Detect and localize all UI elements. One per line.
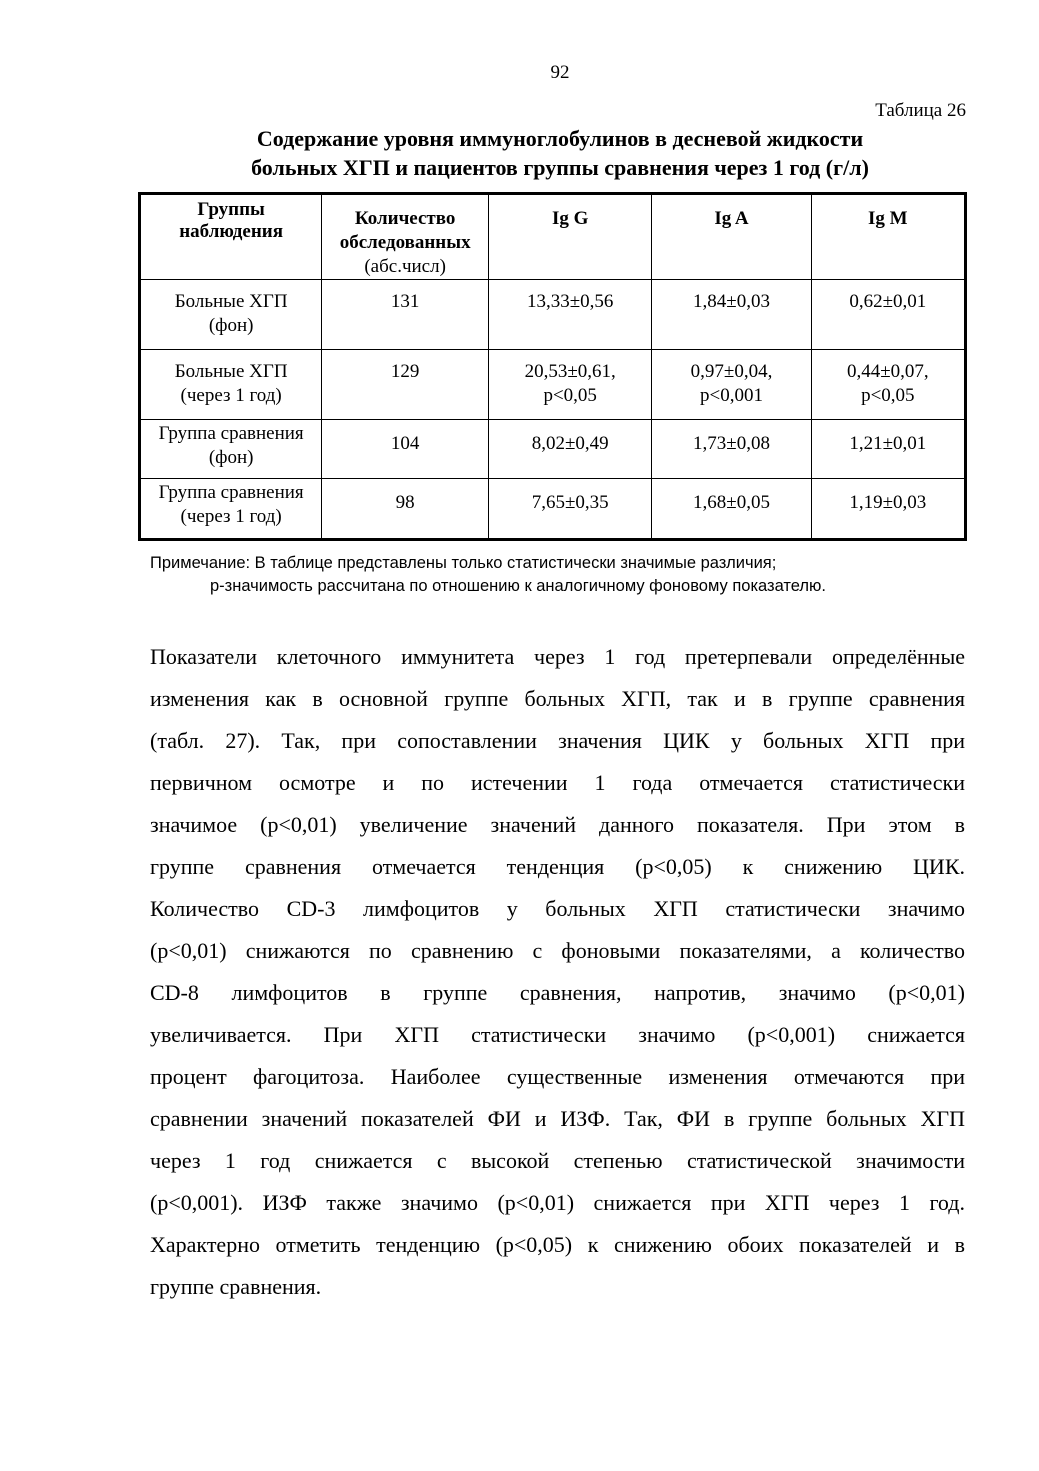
cell-line: 0,62±0,01 [849,291,927,312]
cell-count: 98 [322,479,489,540]
cell-line: (фон) [208,447,254,468]
header-group-line: наблюдения [179,221,284,242]
cell-group [140,479,322,540]
header-count-unit: (абс.числ) [364,256,446,277]
cell-line: 1,84±0,03 [693,291,770,312]
header-count-line: Количество [354,208,456,229]
body-line: (табл. 27). Так, при сопоставлении значения ЦИК у больных ХГП при [150,728,965,753]
body-line: CD-8 лимфоцитов в группе сравнения, напротив, значимо (p<0,01) [150,980,965,1005]
body-line: значимое (p<0,01) увеличение значений данного показателя. При этом в [150,812,965,837]
table-row [140,280,966,350]
table-title-line-1: Содержание уровня иммуноглобулинов в десневой жидкости [256,126,864,151]
cell-line: (фон) [208,315,254,336]
header-iga-label: Ig A [714,208,749,229]
cell-iga [652,479,811,540]
body-line: изменения как в основной группе больных ХГП, так и в группе сравнения [150,686,965,711]
cell-iga [652,350,811,420]
cell-line: Группа сравнения [158,423,304,444]
cell-igg [489,479,652,540]
cell-iga [652,420,811,479]
cell-line: 1,73±0,08 [693,433,770,454]
cell-igg [489,420,652,479]
page-number: 92 [550,62,570,83]
body-line: (p<0,01) снижаются по сравнению с фоновыми показателями, а количество [150,938,965,963]
cell-line: 8,02±0,49 [531,433,609,454]
body-line: группе сравнения. [150,1274,322,1299]
body-line: (p<0,001). ИЗФ также значимо (p<0,01) снижается при ХГП через 1 год. [150,1190,965,1215]
cell-count: 104 [322,420,489,479]
cell-line: p<0,001 [700,385,763,406]
immunoglobulin-table [138,192,967,541]
note-line-2: р-значимость рассчитана по отношению к аналогичному фоновому показателю. [210,577,826,595]
cell-line: Больные ХГП [174,291,288,312]
header-count [322,194,489,280]
cell-line: (через 1 год) [180,506,282,527]
cell-line: Группа сравнения [158,482,304,503]
header-igg [489,194,652,280]
body-line: Показатели клеточного иммунитета через 1 год претерпевали определённые [150,644,965,669]
table-row [140,350,966,420]
header-group-line: Группы [197,199,265,220]
cell-group [140,350,322,420]
body-line: увеличивается. При ХГП статистически значимо (p<0,001) снижается [150,1022,965,1047]
header-igm [811,194,965,280]
cell-line: p<0,05 [861,385,915,406]
body-line: Количество CD-3 лимфоцитов у больных ХГП статистически значимо [150,896,965,921]
body-paragraph [150,636,965,1308]
cell-line: 1,21±0,01 [849,433,927,454]
cell-line: 13,33±0,56 [526,291,614,312]
table-label: Таблица 26 [875,100,966,121]
cell-count: 129 [322,350,489,420]
body-line: группе сравнения отмечается тенденция (p<0,05) к снижению ЦИК. [150,854,965,879]
header-igg-label: Ig G [551,208,589,229]
cell-igm [811,280,965,350]
cell-igm [811,350,965,420]
table-header-row [140,194,966,280]
cell-line: 7,65±0,35 [531,492,609,513]
cell-igg [489,280,652,350]
table-note [150,552,950,598]
header-count-line: обследованных [339,232,471,253]
cell-igm [811,420,965,479]
cell-line: Больные ХГП [174,361,288,382]
cell-iga [652,280,811,350]
cell-line: 0,97±0,04, [690,361,773,382]
cell-count: 131 [322,280,489,350]
cell-igm [811,479,965,540]
cell-line: 20,53±0,61, [524,361,616,382]
cell-line: 0,44±0,07, [846,361,929,382]
body-line: Характерно отметить тенденцию (p<0,05) к снижению обоих показателей и в [150,1232,965,1257]
header-iga [652,194,811,280]
table-row [140,420,966,479]
cell-group [140,420,322,479]
table-title-line-2: больных ХГП и пациентов группы сравнения через 1 год (г/л) [251,155,869,180]
cell-line: (через 1 год) [180,385,282,406]
body-line: процент фагоцитоза. Наиболее существенные изменения отмечаются при [150,1064,965,1089]
cell-line: p<0,05 [543,385,597,406]
table-title [0,124,1039,182]
cell-line: 1,19±0,03 [849,492,927,513]
body-line: сравнении значений показателей ФИ и ИЗФ. Так, ФИ в группе больных ХГП [150,1106,965,1131]
cell-line: 1,68±0,05 [693,492,770,513]
cell-group [140,280,322,350]
header-group [140,194,322,280]
body-line: через 1 год снижается с высокой степенью статистической значимости [150,1148,965,1173]
note-line-1: Примечание: В таблице представлены только статистически значимые различия; [150,554,777,572]
header-igm-label: Ig M [868,208,908,229]
body-line: первичном осмотре и по истечении 1 года отмечается статистически [150,770,965,795]
table-row [140,479,966,540]
cell-igg [489,350,652,420]
